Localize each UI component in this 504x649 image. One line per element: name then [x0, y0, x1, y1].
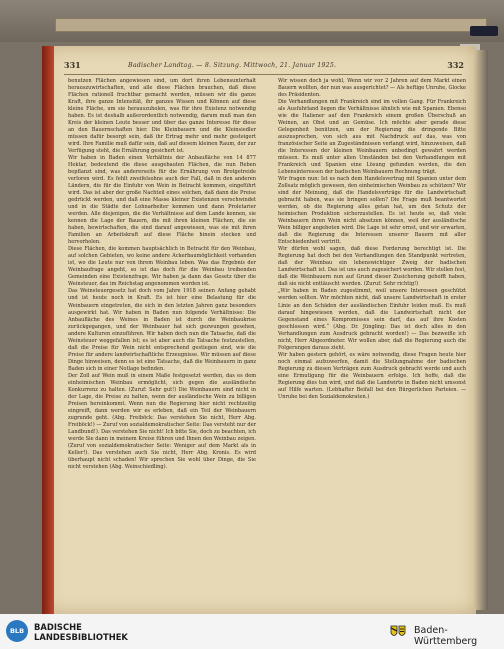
- paragraph: Das Weinsteuergesetz hat doch vom Jahre 1918 seinen Anfang gehabt und ist heute noch in Kraft. Es ist hier eine Belastung für die Weinbauern eingetreten, die sich in den letzten Jahren ganz besonders ausgewirkt hat. Wir haben in Baden nun folgende Verhältnisse: Die Anbaufläche des Weines in Baden ist durch die Weinbaukrise zurückgegangen, und der Weinbauer hat sich gezwungen gesehen, andere Kulturen einzuführen. Wir haben doch nun die Tatsache, daß die Weinsteuer weggefallen ist; es ist aber auch die Tatsache festzustellen, daß die Preise für Wein nicht entsprechend gestiegen sind, wie die Preise für andere landwirtschaftliche Erzeugnisse. Wir müssen auf diese Dinge hinweisen, denn es ist eine Tatsache, daß die Weinbauern in ganz Baden sich in einer Notlage befinden.: [68, 288, 256, 372]
- book-tab-strip: [55, 18, 487, 32]
- paragraph: Wir haben in Baden einen Verhältnis der Anbaufläche von 14 877 Hektar, bedeutend die diese ausgebauten Flächen, die nun Reben bepflanzt sind, was andererseits für die Ernährung von Brotgetreide verloren wird. Es fehlt zweifelsohne auch der Fall, daß in den anderen Ländern, die für die Einfuhr von Wein in Betracht kommen, eingeführt wird. Das ist aber der große Nachteil eines solchen, daß dann die Preise gedrückt werden, und daß eine Masse kleiner Existenzen verschwindet und in die Städte der Lohnarbeiter kommen und dann Proletarier werden. Alle diejenigen, die die Verhältnisse auf dem Lande kennen, sie kennen die Lage der Bauern, die mit ihren kleinen Flächen, die sie haben, bewirtschaften, die sind darauf angewiesen, was sie mit ihren Familien an Arbeitskraft auf diese Fläche hinein stecken und hervorholen.: [68, 155, 256, 246]
- running-title: Badischer Landtag. — 8. Sitzung. Mittwoch, 21. Januar 1925.: [128, 62, 337, 69]
- scan-background: [0, 0, 504, 42]
- header-rule: [64, 74, 462, 75]
- book-spine-edge: [42, 46, 54, 614]
- page-header: [64, 60, 464, 74]
- paragraph: benutzen Flächen angewiesen sind, um dort ihren Lebensunterhalt herauszuwirtschaften, und alle diese Flächen brauchen, daß diese Flächen rationell fruchtbar gemacht werden, müssen wir die ganze Kraft, ihre ganze Intensität, ihr ganzes Wissen und Können auf diese kleine Fläche, um sie herauszuholen, was für ihre Existenz notwendig haben. Es ist deshalb außerordentlich notwendig, darum muß man den Kreis der kleinen Leute besser und über das ganze Interesse für diese an den Bauernschaften hier. Die Kleinbauern und die Kleinsiedler müssen dafür besorgt sein, daß ihr Ertrag mehr und mehr gesteigert wird. Ihre Familie muß dafür sein, daß auf diesem kleinen Raum, der zur Verfügung steht, die Ernährung gesichert ist.: [68, 78, 256, 155]
- paragraph: Wir fragen nun: Ist es nach dem Handelsvertrag mit Spanien unter dem Zollsatz möglich gewesen, den einheimischen Weinbau zu schützen? Wir sind der Meinung, daß die Handelsverträge für die Landwirtschaft gebracht haben, was sie bringen sollen? Die Frage muß beantwortet werden, ob die Regierung alles getan hat, um den Schutz der heimischen Produktion sicherzustellen. Es ist heute so, daß viele Weinbauern ihren Wein nicht absetzen können, weil der ausländische Wein billiger angeboten wird. Die Lage ist sehr ernst, und wir erwarten, daß die Regierung die Interessen unserer Bauern mit aller Entschiedenheit vertritt.: [278, 176, 466, 246]
- paragraph: Diese Flächen, die kommen hauptsächlich in Betracht für den Weinbau, auf solchen Gebieten, wo keine andere Ackerbaumöglichkeit vorhanden ist, wo die Leute nur von ihrem Weinbau leben. Was das Ergebnis der Weinbaufrage angeht, so ist das doch für die Weinbau treibenden Gemeinden eine Existenzfrage. Wir haben ja dann das Gesetz über die Weinsteuer, das im Reichstag angenommen worden ist.: [68, 246, 256, 288]
- blb-logo[interactable]: BLB: [6, 620, 28, 642]
- paragraph: Wir haben gestern gehört, es wäre notwendig, diese Fragen heute hier noch einmal aufzuwerfen, damit die Stellungnahme der badischen Regierung zu diesen Verträgen zum Ausdruck gebracht werde und auch eine Ermutigung für die Weinbauern erfolge. Ich hoffe, daß die Regierung dies tun wird, und daß die Landwirte in Baden nicht umsonst auf Hilfe warten. (Lebhafter Beifall bei den Bürgerlichen Parteien. — Unruhe bei den Sozialdemokraten.): [278, 351, 466, 400]
- page-number-right: 332: [447, 60, 464, 70]
- paragraph: „Wir haben in Baden zugestimmt, weil unsere Interessen geschützt werden sollten. Wir möchten nicht, daß unsere Landwirtschaft in erster Linie an den Schäden der ausländischen Einfuhr leiden muß. Es muß darauf hingewiesen werden, daß die Landwirtschaft nicht der Gegenstand eines Kompromisses sein darf, das auf ihre Kosten geschlossen wird.“ (Abg. Dr. Jüngling: Das ist doch alles in den Verhandlungen zum Ausdruck gebracht worden!) — Das bezweifle ich nicht, Herr Abgeordneter. Wir wollen aber, daß die Regierung auch die Folgerungen daraus zieht.: [278, 288, 466, 351]
- library-name-line2: LANDESBIBLIOTHEK: [34, 632, 128, 642]
- state-name: Baden-Württemberg: [414, 625, 478, 647]
- library-name-line1: BADISCHE: [34, 622, 82, 632]
- baden-wuerttemberg-coat-of-arms-icon: [388, 625, 408, 639]
- binder-clip: [470, 26, 498, 36]
- library-name: [34, 622, 128, 642]
- footer-bar: [0, 614, 504, 649]
- paragraph: Wir wissen doch ja wohl, Wenn wir vor 2 Jahren auf dem Markt einen Bauern wollten, der nun was ausgerichtet? — Als heftige Unruhe, Glocke des Präsidenten.: [278, 78, 466, 99]
- text-column-left: [68, 78, 256, 604]
- paragraph: Die Verhandlungen mit Frankreich sind im vollen Gang. Für Frankreich als Ausfuhrland liegen die Verhältnisse ähnlich wie mit Spanien. Ebenso wie die Italiener auf den Frankreich einem großen Überschuß an Weinen, an Obst und an Gemüse. Ich möchte aber gerade diese Gelegenheit benützen, um der Regierung die dringende Bitte auszusprechen, von sich aus mit Nachdruck auf das, was von französischer Seite an Zugeständnissen verlangt wird, hinzuweisen, daß die Interessen der kleinen Weinbauern unbedingt gewahrt werden müssen. Es muß unter allen Umständen bei den Verhandlungen mit Frankreich und Spanien eine Lösung gefunden werden, die den Lebensinteressen der badischen Weinbauern Rechnung trägt.: [278, 99, 466, 176]
- page-stack-edge: [474, 50, 488, 610]
- page-number-left: 331: [64, 60, 81, 70]
- text-column-right: [278, 78, 466, 604]
- paragraph: Der Zoll auf Wein muß in einem Maße festgesetzt werden, das es dem einheimischen Weinbau ermöglicht, sich gegen die ausländische Konkurrenz zu halten. (Zuruf: Sehr gut!) Die Weinbauern sind nicht in der Lage, die Preise zu halten, wenn der ausländische Wein zu billigen Preisen hereinkommt. Wenn nun die Regierung hier nicht rechtzeitig eingreift, dann werden wir es erleben, daß ein Teil der Weinbauern zugrunde geht. (Abg. Freiböck: Das verstehen Sie nicht, Herr Abg. Freiböck!) — Zuruf von sozialdemokratischer Seite: Das versteht nur der Landbund!). Das verstehen Sie nicht! Ich bitte Sie, doch zu beachten, ich werde Sie dann in meinem Kreise führen und Ihnen den Weinbau zeigen. (Zuruf von sozialdemokratischer Seite: Weniger auf dem Markt als in Keller!). Das verstehen auch Sie nicht, Herr Abg. Kronis. Es wird überhaupt nicht schaden! Wir sprechen Sie wohl über Dinge, die Sie nicht verstehen (Abg. Weinschiedling).: [68, 372, 256, 470]
- paragraph: Wir dürfen wohl sagen, daß diese Forderung berechtigt ist. Die Regierung hat doch bei den Verhandlungen den Standpunkt vertreten, daß der Weinbau ein lebenswichtiger Zweig der badischen Landwirtschaft ist. Das ist uns auch zugesichert worden. Wir stellen fest, daß die Weinbauern nun auf Grund dieser Zusicherung gehofft haben, daß sie nicht enttäuscht werden. (Zuruf: Sehr richtig!): [278, 246, 466, 288]
